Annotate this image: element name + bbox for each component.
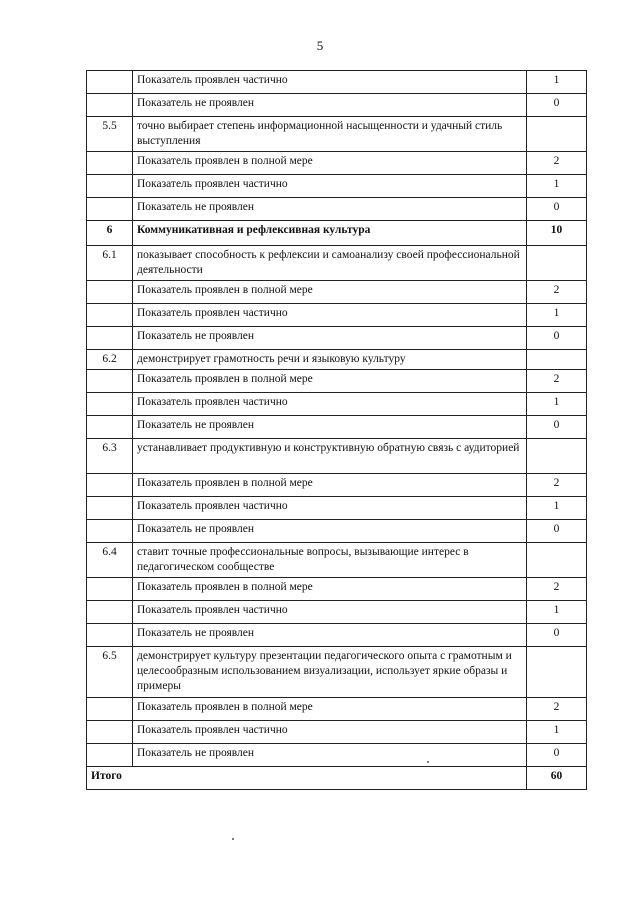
row-number-cell <box>87 71 133 94</box>
indicator-score: 2 <box>527 578 587 601</box>
indicator-score: 2 <box>527 474 587 497</box>
criterion-number: 5.5 <box>87 117 133 152</box>
total-row <box>87 767 587 790</box>
criterion-score-cell <box>527 350 587 370</box>
indicator-label: Показатель проявлен частично <box>133 71 527 94</box>
row-number-cell <box>87 281 133 304</box>
indicator-score: 0 <box>527 624 587 647</box>
indicator-score: 1 <box>527 497 587 520</box>
criterion-row <box>87 543 587 578</box>
indicator-score: 2 <box>527 698 587 721</box>
indicator-score: 1 <box>527 175 587 198</box>
indicator-label: Показатель проявлен в полной мере <box>133 578 527 601</box>
indicator-label: Показатель проявлен в полной мере <box>133 698 527 721</box>
criterion-score-cell <box>527 439 587 474</box>
row-number-cell <box>87 152 133 175</box>
indicator-score: 1 <box>527 393 587 416</box>
criterion-text: точно выбирает степень информационной насыщенности и удачный стиль выступления <box>133 117 527 152</box>
indicator-row <box>87 624 587 647</box>
criterion-row <box>87 439 587 474</box>
row-number-cell <box>87 474 133 497</box>
total-score: 60 <box>527 767 587 790</box>
section-number: 6 <box>87 221 133 246</box>
section-title: Коммуникативная и рефлексивная культура <box>133 221 527 246</box>
row-number-cell <box>87 520 133 543</box>
indicator-score: 0 <box>527 744 587 767</box>
total-label: Итого <box>87 767 527 790</box>
indicator-score: 1 <box>527 71 587 94</box>
indicator-row <box>87 698 587 721</box>
criterion-number: 6.2 <box>87 350 133 370</box>
indicator-score: 1 <box>527 601 587 624</box>
indicator-label: Показатель проявлен частично <box>133 175 527 198</box>
indicator-row <box>87 497 587 520</box>
indicator-score: 0 <box>527 94 587 117</box>
scan-speck <box>232 838 234 840</box>
criterion-score-cell <box>527 246 587 281</box>
indicator-score: 1 <box>527 304 587 327</box>
indicator-row <box>87 281 587 304</box>
indicator-row <box>87 416 587 439</box>
criterion-row <box>87 117 587 152</box>
criterion-score-cell <box>527 117 587 152</box>
indicator-label: Показатель проявлен в полной мере <box>133 281 527 304</box>
indicator-label: Показатель проявлен в полной мере <box>133 474 527 497</box>
criteria-table <box>86 70 587 790</box>
indicator-row <box>87 393 587 416</box>
row-number-cell <box>87 327 133 350</box>
indicator-label: Показатель не проявлен <box>133 327 527 350</box>
criterion-number: 6.4 <box>87 543 133 578</box>
indicator-label: Показатель проявлен частично <box>133 721 527 744</box>
indicator-row <box>87 520 587 543</box>
indicator-score: 2 <box>527 370 587 393</box>
indicator-label: Показатель проявлен в полной мере <box>133 370 527 393</box>
criterion-text: демонстрирует культуру презентации педагогического опыта с грамотным и целесообразным использованием визуализации, использует яркие образы и примеры <box>133 647 527 698</box>
indicator-row <box>87 198 587 221</box>
indicator-label: Показатель не проявлен <box>133 744 527 767</box>
indicator-score: 0 <box>527 520 587 543</box>
section-row <box>87 221 587 246</box>
indicator-row <box>87 601 587 624</box>
row-number-cell <box>87 370 133 393</box>
indicator-label: Показатель не проявлен <box>133 520 527 543</box>
indicator-label: Показатель проявлен частично <box>133 304 527 327</box>
row-number-cell <box>87 744 133 767</box>
indicator-label: Показатель проявлен частично <box>133 393 527 416</box>
indicator-score: 2 <box>527 281 587 304</box>
criteria-table-body <box>87 71 587 790</box>
criterion-score-cell <box>527 543 587 578</box>
row-number-cell <box>87 698 133 721</box>
criterion-text: демонстрирует грамотность речи и языковую культуру <box>133 350 527 370</box>
scan-speck <box>427 761 429 763</box>
indicator-row <box>87 175 587 198</box>
indicator-row <box>87 71 587 94</box>
criterion-text: ставит точные профессиональные вопросы, вызывающие интерес в педагогическом сообществе <box>133 543 527 578</box>
row-number-cell <box>87 578 133 601</box>
criterion-number: 6.1 <box>87 246 133 281</box>
indicator-row <box>87 744 587 767</box>
row-number-cell <box>87 175 133 198</box>
criterion-row <box>87 246 587 281</box>
criterion-number: 6.5 <box>87 647 133 698</box>
row-number-cell <box>87 393 133 416</box>
indicator-row <box>87 578 587 601</box>
indicator-row <box>87 152 587 175</box>
criterion-row <box>87 647 587 698</box>
criterion-text: показывает способность к рефлексии и самоанализу своей профессиональной деятельности <box>133 246 527 281</box>
row-number-cell <box>87 198 133 221</box>
page-number: 5 <box>316 38 324 53</box>
row-number-cell <box>87 497 133 520</box>
indicator-score: 0 <box>527 416 587 439</box>
row-number-cell <box>87 601 133 624</box>
indicator-score: 0 <box>527 198 587 221</box>
indicator-row <box>87 370 587 393</box>
row-number-cell <box>87 624 133 647</box>
criterion-score-cell <box>527 647 587 698</box>
indicator-row <box>87 474 587 497</box>
row-number-cell <box>87 721 133 744</box>
row-number-cell <box>87 304 133 327</box>
indicator-row <box>87 94 587 117</box>
indicator-score: 1 <box>527 721 587 744</box>
section-max-score: 10 <box>527 221 587 246</box>
criterion-text: устанавливает продуктивную и конструктивную обратную связь с аудиторией <box>133 439 527 474</box>
indicator-label: Показатель не проявлен <box>133 416 527 439</box>
indicator-label: Показатель не проявлен <box>133 94 527 117</box>
indicator-label: Показатель не проявлен <box>133 198 527 221</box>
indicator-label: Показатель проявлен в полной мере <box>133 152 527 175</box>
criterion-number: 6.3 <box>87 439 133 474</box>
indicator-label: Показатель проявлен частично <box>133 601 527 624</box>
indicator-label: Показатель не проявлен <box>133 624 527 647</box>
indicator-score: 0 <box>527 327 587 350</box>
criterion-row <box>87 350 587 370</box>
indicator-row <box>87 721 587 744</box>
indicator-score: 2 <box>527 152 587 175</box>
indicator-label: Показатель проявлен частично <box>133 497 527 520</box>
row-number-cell <box>87 94 133 117</box>
row-number-cell <box>87 416 133 439</box>
indicator-row <box>87 327 587 350</box>
indicator-row <box>87 304 587 327</box>
